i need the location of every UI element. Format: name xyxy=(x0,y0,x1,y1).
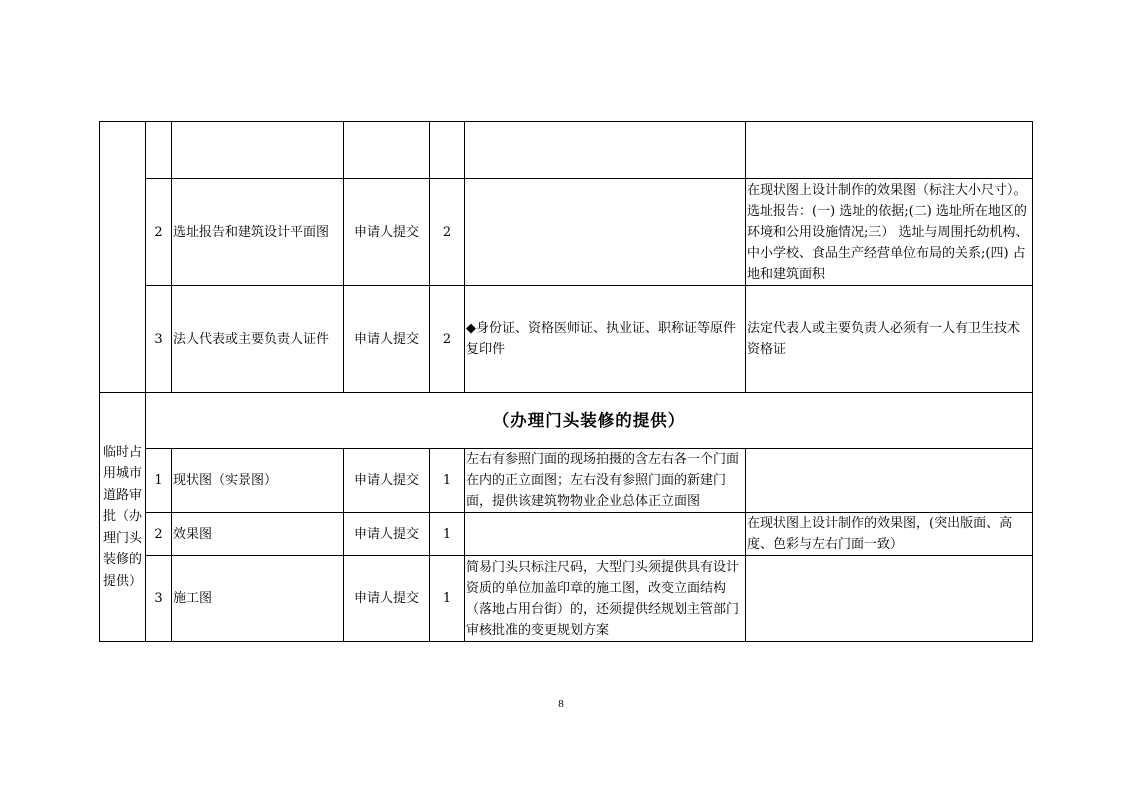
table-row xyxy=(100,449,1033,513)
material-source: 申请人提交 xyxy=(344,179,430,286)
copies: 1 xyxy=(430,513,465,556)
material-note xyxy=(746,449,1033,513)
material-name: 法人代表或主要负责人证件 xyxy=(172,286,344,393)
table-row xyxy=(100,122,1033,179)
copies: 1 xyxy=(430,556,465,642)
copies: 2 xyxy=(430,286,465,393)
row-number: 2 xyxy=(146,513,172,556)
material-requirement: 左右有参照门面的现场拍摄的含左右各一个门面在内的正立面图；左右没有参照门面的新建门面，提供该建筑物物业企业总体正立面图 xyxy=(465,449,746,513)
row-number: 1 xyxy=(146,449,172,513)
material-requirement: ◆身份证、资格医师证、执业证、职称证等原件复印件 xyxy=(465,286,746,393)
copies xyxy=(430,122,465,179)
material-name: 效果图 xyxy=(172,513,344,556)
material-requirement: 简易门头只标注尺码，大型门头须提供具有设计资质的单位加盖印章的施工图，改变立面结构（落地占用台街）的，还须提供经规划主管部门审核批准的变更规划方案 xyxy=(465,556,746,642)
table-row xyxy=(100,556,1033,642)
material-requirement xyxy=(465,122,746,179)
material-source xyxy=(344,122,430,179)
material-source: 申请人提交 xyxy=(344,513,430,556)
copies: 2 xyxy=(430,179,465,286)
material-note xyxy=(746,556,1033,642)
row-number: 2 xyxy=(146,179,172,286)
material-note: 在现状图上设计制作的效果图，(突出版面、高度、色彩与左右门面一致） xyxy=(746,513,1033,556)
category-cell-empty xyxy=(100,122,146,393)
material-source: 申请人提交 xyxy=(344,449,430,513)
row-number: 3 xyxy=(146,556,172,642)
page-number: 8 xyxy=(558,698,564,710)
row-number xyxy=(146,122,172,179)
approval-category: 临时占用城市道路审批（办理门头装修的提供） xyxy=(100,393,146,642)
material-note: 在现状图上设计制作的效果图（标注大小尺寸）。选址报告：(一) 选址的依据;(二) 选址所在地区的环境和公用设施情况;三） 选址与周围托幼机构、中小学校、食品生产经营单位布局的关系;(四) 占地和建筑面积 xyxy=(746,179,1033,286)
material-source: 申请人提交 xyxy=(344,286,430,393)
row-number: 3 xyxy=(146,286,172,393)
material-note xyxy=(746,122,1033,179)
material-note: 法定代表人或主要负责人必须有一人有卫生技术资格证 xyxy=(746,286,1033,393)
material-source: 申请人提交 xyxy=(344,556,430,642)
materials-table xyxy=(99,121,1033,642)
material-name: 施工图 xyxy=(172,556,344,642)
material-requirement xyxy=(465,179,746,286)
section-title: （办理门头装修的提供） xyxy=(146,393,1033,449)
table-row xyxy=(100,513,1033,556)
material-name xyxy=(172,122,344,179)
table-row xyxy=(100,286,1033,393)
material-name: 选址报告和建筑设计平面图 xyxy=(172,179,344,286)
copies: 1 xyxy=(430,449,465,513)
table-row xyxy=(100,393,1033,449)
material-requirement xyxy=(465,513,746,556)
table-row xyxy=(100,179,1033,286)
material-name: 现状图（实景图） xyxy=(172,449,344,513)
